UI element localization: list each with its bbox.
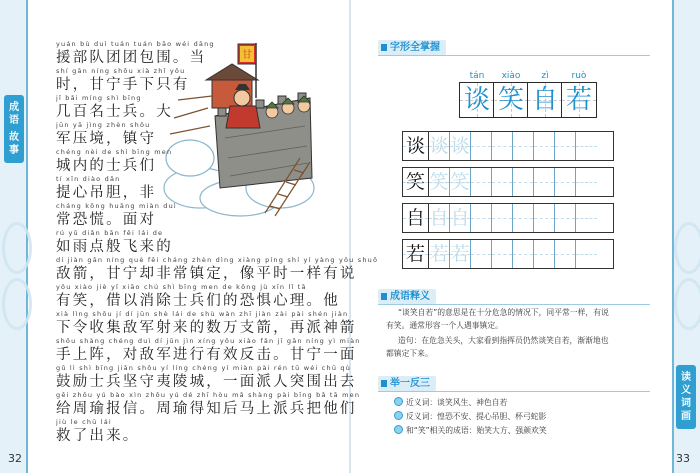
story-line: dí jiàn gān níng què fēi cháng zhèn dìng xiàng píng shí yí yàng yǒu shuō 敌箭，甘宁却非常镇定，像平时一样有说	[56, 256, 379, 282]
grid-main-char: 笑	[403, 168, 429, 196]
writing-grid-row	[402, 239, 614, 269]
section-divider	[378, 55, 650, 56]
story-line: xià lìng shōu jí dí jūn shè lái de shù wàn zhī jiàn zài pài shén jiàn 下令收集敌军射来的数万支箭，再派神箭	[56, 310, 357, 336]
story-line: shí gān níng shǒu xià zhǐ yǒu 时，甘宁手下只有	[56, 67, 190, 93]
writing-grid-row	[402, 203, 614, 233]
idiom-char-box: 自	[527, 82, 563, 118]
section-title-glyph: 字形全掌握	[378, 40, 446, 55]
grid-empty-cell	[471, 204, 492, 232]
grid-empty-cell	[492, 240, 513, 268]
meaning-line: “谈笑自若”的意思是在十分危急的情况下，同平常一样，有说	[398, 308, 609, 317]
cloud-ornament	[2, 222, 32, 274]
story-line: yǒu xiào jiè yǐ xiāo chú shì bīng men de kǒng jù xīn lǐ tā 有笑，借以消除士兵们的恐惧心理。他	[56, 283, 340, 309]
story-line: jūn yā jìng zhèn shǒu 军压境，镇守	[56, 121, 157, 147]
bullet-icon	[394, 397, 403, 406]
grid-empty-cell	[513, 240, 534, 268]
grid-empty-cell	[492, 168, 513, 196]
arrows-illustration	[170, 96, 212, 134]
grid-empty-cell	[576, 132, 597, 160]
grid-empty-cell	[555, 168, 576, 196]
section-divider	[378, 304, 650, 305]
related-list-item: 和“笑”相关的成语：贻笑大方、强颜欢笑	[394, 425, 547, 436]
grid-main-char: 若	[403, 240, 429, 268]
grid-empty-cell	[555, 240, 576, 268]
grid-main-char: 谈	[403, 132, 429, 160]
story-line: gěi zhōu yú bào xìn zhōu yú dé zhī hòu mǎ shàng pài bīng bǎ tā men 给周瑜报信。周瑜得知后马上派兵把他们	[56, 391, 361, 417]
grid-empty-cell	[555, 132, 576, 160]
writing-grid-row	[402, 167, 614, 197]
grid-empty-cell	[471, 132, 492, 160]
margin-line	[672, 0, 674, 473]
grid-empty-cell	[513, 132, 534, 160]
grid-empty-cell	[576, 204, 597, 232]
section-divider	[378, 391, 650, 392]
bullet-icon	[394, 411, 403, 420]
story-line: jiù le chū lái 救了出来。	[56, 418, 140, 444]
section-title-meaning: 成语释义	[378, 289, 436, 304]
idiom-char-box: 若	[561, 82, 597, 118]
idiom-char-box: 笑	[493, 82, 529, 118]
example-line: 都镇定下来。	[386, 349, 433, 358]
writing-grid-row	[402, 131, 614, 161]
story-line: gǔ lì shì bīng jiān shǒu yí líng chéng yí miàn pài rén tū wéi chū qù 鼓励士兵坚守夷陵城，一面派人突围出去	[56, 364, 357, 390]
meaning-line: 有笑。通常形容一个人遇事镇定。	[386, 321, 503, 330]
grid-trace-char: 自	[450, 204, 471, 232]
page-number-right: 33	[676, 452, 690, 465]
pinyin-label: xiào	[501, 71, 521, 81]
page-number-left: 32	[8, 452, 22, 465]
idiom-char-box: 谈	[459, 82, 495, 118]
left-section-tab: 成 语 故 事	[4, 95, 24, 163]
grid-empty-cell	[471, 240, 492, 268]
story-line: jǐ bǎi míng shì bīng 几百名士兵。大	[56, 94, 173, 120]
grid-empty-cell	[492, 204, 513, 232]
cloud-ornament	[674, 278, 700, 330]
left-margin-strip	[0, 0, 28, 473]
grid-trace-char: 若	[429, 240, 450, 268]
grid-trace-char: 谈	[429, 132, 450, 160]
grid-trace-char: 笑	[429, 168, 450, 196]
related-list-item: 近义词：谈笑风生、神色自若	[394, 397, 507, 408]
pinyin-label: zì	[541, 71, 549, 81]
bullet-icon	[394, 425, 403, 434]
grid-empty-cell	[534, 168, 555, 196]
story-line: rú yǔ diǎn bān fēi lái de 如雨点般飞来的	[56, 229, 173, 255]
right-section-tab: 读 义 词 画	[676, 365, 696, 429]
cloud-ornament	[2, 278, 32, 330]
story-line: chéng nèi de shì bīng men 城内的士兵们	[56, 148, 173, 174]
grid-empty-cell	[492, 132, 513, 160]
story-line: yuán bù duì tuán tuán bāo wéi dāng 援部队团团包围。当	[56, 40, 215, 66]
pinyin-label: tán	[469, 71, 485, 81]
grid-empty-cell	[471, 168, 492, 196]
flag-character: 甘	[242, 50, 252, 61]
story-line: tí xīn diào dǎn 提心吊胆，非	[56, 175, 157, 201]
example-line: 造句：在危急关头，大家看到指挥员仍然谈笑自若，渐渐地也	[398, 336, 609, 345]
grid-empty-cell	[513, 204, 534, 232]
story-line: cháng kǒng huāng miàn duì 常恐慌。面对	[56, 202, 177, 228]
grid-empty-cell	[513, 168, 534, 196]
grid-empty-cell	[576, 240, 597, 268]
right-page	[378, 0, 650, 473]
grid-empty-cell	[534, 240, 555, 268]
grid-trace-char: 自	[429, 204, 450, 232]
grid-main-char: 自	[403, 204, 429, 232]
grid-trace-char: 笑	[450, 168, 471, 196]
pinyin-label: ruò	[571, 71, 587, 81]
section-title-extension: 举一反三	[378, 376, 436, 391]
story-line: shǒu shàng chéng duì dí jūn jìn xíng yǒu xiào fǎn jī gān níng yì miàn 手上阵，对敌军进行有效反击。甘宁一面	[56, 337, 361, 363]
grid-empty-cell	[534, 132, 555, 160]
grid-empty-cell	[576, 168, 597, 196]
watchtower-illustration	[206, 64, 258, 108]
related-list-item: 反义词：惶恐不安、提心吊胆、杯弓蛇影	[394, 411, 546, 422]
grid-trace-char: 谈	[450, 132, 471, 160]
grid-empty-cell	[555, 204, 576, 232]
cloud-ornament	[674, 222, 700, 274]
grid-trace-char: 若	[450, 240, 471, 268]
grid-empty-cell	[534, 204, 555, 232]
